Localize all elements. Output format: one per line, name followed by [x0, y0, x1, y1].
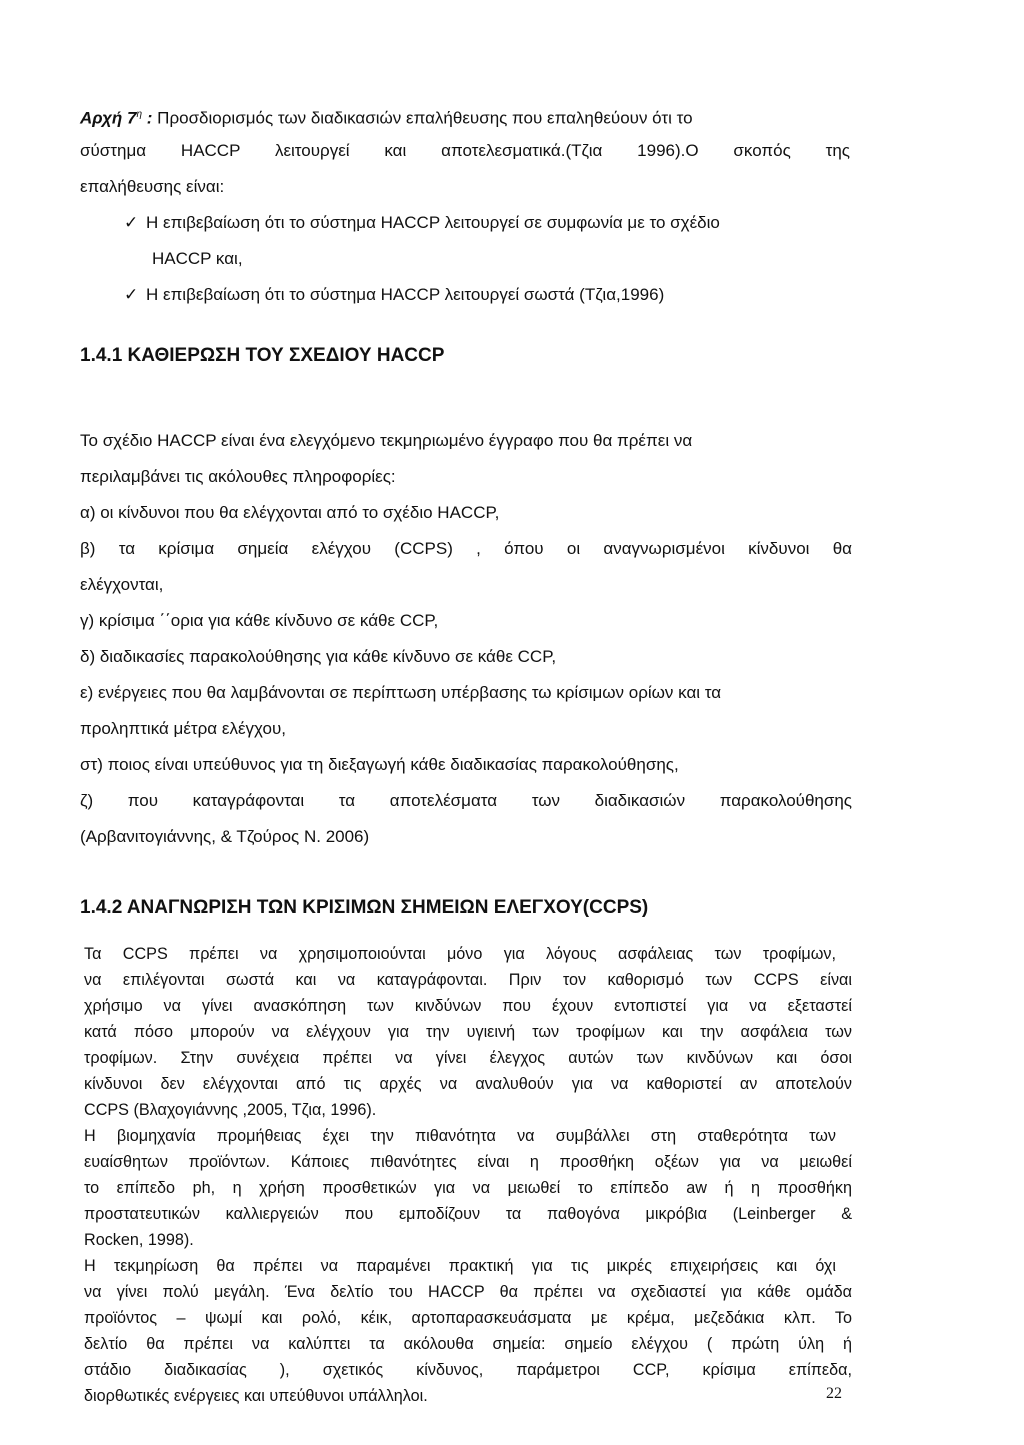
- principle-title: Προσδιορισμός των διαδικασιών επαλήθευσης που επαληθεύουν ότι το: [152, 108, 693, 128]
- paragraph-line: να γίνει πολύ μεγάλη. Ένα δελτίο του HACCP θα πρέπει να σχεδιαστεί για κάθε ομάδα: [84, 1283, 852, 1301]
- paragraph-line: CCPS (Βλαχογιάννης ,2005, Τζια, 1996).: [84, 1101, 377, 1119]
- paragraph-line: ευαίσθητων προϊόντων. Κάποιες πιθανότητες είναι η προσθήκη οξέων για να μειωθεί: [84, 1153, 852, 1171]
- principle-colon: :: [142, 108, 153, 128]
- paragraph-line: το επίπεδο ph, η χρήση προσθετικών για να μειωθεί το επίπεδο aw ή η προσθήκη: [84, 1179, 852, 1197]
- list-item-z: ζ) που καταγράφονται τα αποτελέσματα των διαδικασιών παρακολούθησης: [80, 791, 852, 810]
- paragraph-line: προϊόντος – ψωμί και ρολό, κέικ, αρτοπαρασκευάσματα με κρέμα, μεζεδάκια κλπ. Το: [84, 1309, 852, 1327]
- paragraph-line: Η βιομηχανία προμήθειας έχει την πιθανότητα να συμβάλλει στη σταθερότητα των: [84, 1127, 836, 1145]
- list-item-c: γ) κρίσιμα ΄΄ορια για κάθε κίνδυνο σε κάθε CCP,: [80, 611, 439, 630]
- section-heading-1-4-1: 1.4.1 ΚΑΘΙΕΡΩΣΗ ΤΟΥ ΣΧΕΔΙΟΥ HACCP: [80, 345, 445, 366]
- paragraph-line: στάδιο διαδικασίας ), σχετικός κίνδυνος, παράμετροι CCP, κρίσιμα επίπεδα,: [84, 1361, 852, 1379]
- paragraph-line: κίνδυνοι δεν ελέγχονται από τις αρχές να αναλυθούν για να καθοριστεί αν αποτελούν: [84, 1075, 852, 1093]
- list-item-b: β) τα κρίσιμα σημεία ελέγχου (CCPS) , όπου οι αναγνωρισμένοι κίνδυνοι θα: [80, 539, 852, 558]
- paragraph-line: Η τεκμηρίωση θα πρέπει να παραμένει πρακτική για τις μικρές επιχειρήσεις και όχι: [84, 1257, 836, 1275]
- section1-intro-2: περιλαμβάνει τις ακόλουθες πληροφορίες:: [80, 467, 396, 486]
- bullet-1-continued: HACCP και,: [152, 249, 243, 268]
- page-number: 22: [826, 1385, 842, 1402]
- principle-label-sup: η: [136, 109, 143, 120]
- list-item-e-continued: προληπτικά μέτρα ελέγχου,: [80, 719, 286, 738]
- checkmark-icon: ✓: [124, 213, 139, 232]
- principle-label: Αρχή 7: [80, 108, 137, 128]
- checkmark-icon: ✓: [124, 285, 139, 304]
- principle-line-2: σύστημα HACCP λειτουργεί και αποτελεσματικά.(Τζια 1996).Ο σκοπός της: [80, 141, 850, 160]
- paragraph-line: τροφίμων. Στην συνέχεια πρέπει να γίνει έλεγχος αυτών των κινδύνων και όσοι: [84, 1049, 852, 1067]
- paragraph-line: κατά πόσο μπορούν να ελέγχουν για την υγιεινή των τροφίμων και την ασφάλεια των: [84, 1023, 852, 1041]
- list-item-e: ε) ενέργειες που θα λαμβάνονται σε περίπτωση υπέρβασης τω κρίσιμων ορίων και τα: [80, 683, 722, 702]
- bullet-2: [124, 284, 664, 306]
- principle-line-3: επαλήθευσης είναι:: [80, 177, 225, 196]
- section1-intro-1: Το σχέδιο HACCP είναι ένα ελεγχόμενο τεκμηριωμένο έγγραφο που θα πρέπει να: [80, 431, 693, 450]
- list-item-b-continued: ελέγχονται,: [80, 575, 164, 594]
- paragraph-line: διορθωτικές ενέργειες και υπεύθυνοι υπάλληλοι.: [84, 1387, 428, 1405]
- list-item-z-citation: (Αρβανιτογιάννης, & Τζούρος Ν. 2006): [80, 827, 370, 846]
- bullet-1: [124, 212, 720, 234]
- section-heading-1-4-2: 1.4.2 ΑΝΑΓΝΩΡΙΣΗ ΤΩΝ ΚΡΙΣΙΜΩΝ ΣΗΜΕΙΩΝ ΕΛΕΓΧΟΥ(CCPS): [80, 897, 649, 918]
- paragraph-line: δελτίο θα πρέπει να καλύπτει τα ακόλουθα σημεία: σημείο ελέγχου ( πρώτη ύλη ή: [84, 1335, 852, 1353]
- bullet-2-text: Η επιβεβαίωση ότι το σύστημα HACCP λειτουργεί σωστά (Τζια,1996): [146, 285, 665, 304]
- bullet-1-text: Η επιβεβαίωση ότι το σύστημα HACCP λειτουργεί σε συμφωνία με το σχέδιο: [146, 213, 720, 232]
- principle-line-1: [80, 104, 850, 130]
- paragraph-line: Rocken, 1998).: [84, 1231, 194, 1249]
- list-item-d: δ) διαδικασίες παρακολούθησης για κάθε κίνδυνο σε κάθε CCP,: [80, 647, 557, 666]
- list-item-st: στ) ποιος είναι υπεύθυνος για τη διεξαγωγή κάθε διαδικασίας παρακολούθησης,: [80, 755, 679, 774]
- paragraph-line: προστατευτικών καλλιεργειών που εμποδίζουν τα παθογόνα μικρόβια (Leinberger &: [84, 1205, 852, 1223]
- paragraph-line: χρήσιμο να γίνει ανασκόπηση των κινδύνων που έχουν εντοπιστεί για να εξεταστεί: [84, 997, 852, 1015]
- list-item-a: α) οι κίνδυνοι που θα ελέγχονται από το σχέδιο HACCP,: [80, 503, 500, 522]
- paragraph-line: Τα CCPS πρέπει να χρησιμοποιούνται μόνο για λόγους ασφάλειας των τροφίμων,: [84, 945, 836, 963]
- paragraph-line: να επιλέγονται σωστά και να καταγράφονται. Πριν τον καθορισμό των CCPS είναι: [84, 971, 852, 989]
